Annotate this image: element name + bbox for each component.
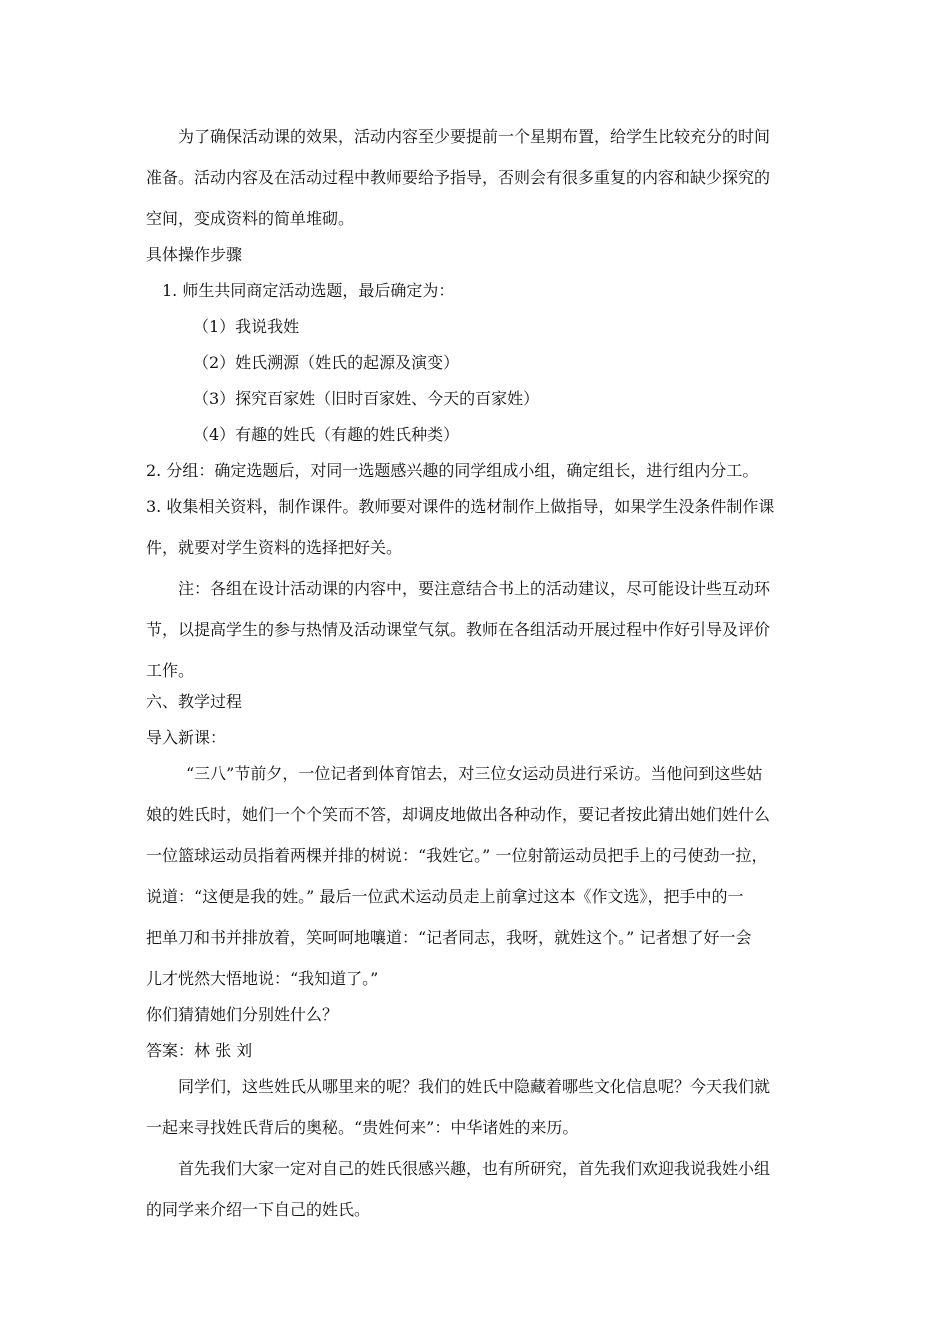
story-line: 把单刀和书并排放着，笑呵呵地嚷道：“记者同志，我呀，就姓这个。” 记者想了好一会 [146,928,752,947]
question-line: 你们猜猜她们分别姓什么？ [146,1005,339,1024]
paragraph-line: 的同学来介绍一下自己的姓氏。 [146,1200,371,1219]
paragraph-line: 空间，变成资料的简单堆砌。 [146,209,355,228]
paragraph-line: 件，就要对学生资料的选择把好关。 [146,538,403,557]
sub-list-item: （3）探究百家姓（旧时百家姓、今天的百家姓） [193,389,540,408]
note-line: 注：各组在设计活动课的内容中，要注意结合书上的活动建议，尽可能设计些互动环 [178,579,771,598]
story-line: 儿才恍然大悟地说：“我知道了。” [146,969,379,988]
sub-list-item: （2）姓氏溯源（姓氏的起源及演变） [193,353,460,372]
paragraph-line: 一起来寻找姓氏背后的奥秘。“贵姓何来”：中华诸姓的来历。 [146,1118,579,1137]
paragraph-line: 准备。活动内容及在活动过程中教师要给予指导，否则会有很多重复的内容和缺少探究的 [146,168,771,187]
note-line: 节，以提高学生的参与热情及活动课堂气氛。教师在各组活动开展过程中作好引导及评价 [146,620,771,639]
story-line: 说道：“这便是我的姓。” 最后一位武术运动员走上前拿过这本《作文选》，把手中的一 [146,887,744,906]
note-line: 工作。 [146,661,195,680]
sub-list-item: （1）我说我姓 [193,317,300,336]
list-item: 2. 分组：确定选题后，对同一选题感兴趣的同学组成小组，确定组长，进行组内分工。 [146,461,759,480]
sub-list-item: （4）有趣的姓氏（有趣的姓氏种类） [193,425,460,444]
paragraph-line: 为了确保活动课的效果，活动内容至少要提前一个星期布置，给学生比较充分的时间 [178,127,771,146]
answer-line: 答案：林 张 刘 [146,1041,253,1060]
paragraph-line: 首先我们大家一定对自己的姓氏很感兴趣，也有所研究，首先我们欢迎我说我姓小组 [178,1159,771,1178]
story-line: 娘的姓氏时，她们一个个笑而不答，却调皮地做出各种动作，要记者按此猜出她们姓什么 [146,805,771,824]
list-item: 3. 收集相关资料，制作课件。教师要对课件的选材制作上做指导，如果学生没条件制作课 [146,497,775,516]
story-line: “三八”节前夕，一位记者到体育馆去，对三位女运动员进行采访。当他问到这些姑 [186,764,763,783]
section-heading: 具体操作步骤 [146,245,243,264]
subsection-heading: 导入新课： [146,728,227,747]
section-heading: 六、教学过程 [146,692,243,711]
story-line: 一位篮球运动员指着两棵并排的树说：“我姓它。” 一位射箭运动员把手上的弓使劲一拉， [146,846,768,865]
paragraph-line: 同学们，这些姓氏从哪里来的呢？我们的姓氏中隐藏着哪些文化信息呢？今天我们就 [178,1077,771,1096]
list-item: 1. 师生共同商定活动选题，最后确定为： [162,281,455,300]
